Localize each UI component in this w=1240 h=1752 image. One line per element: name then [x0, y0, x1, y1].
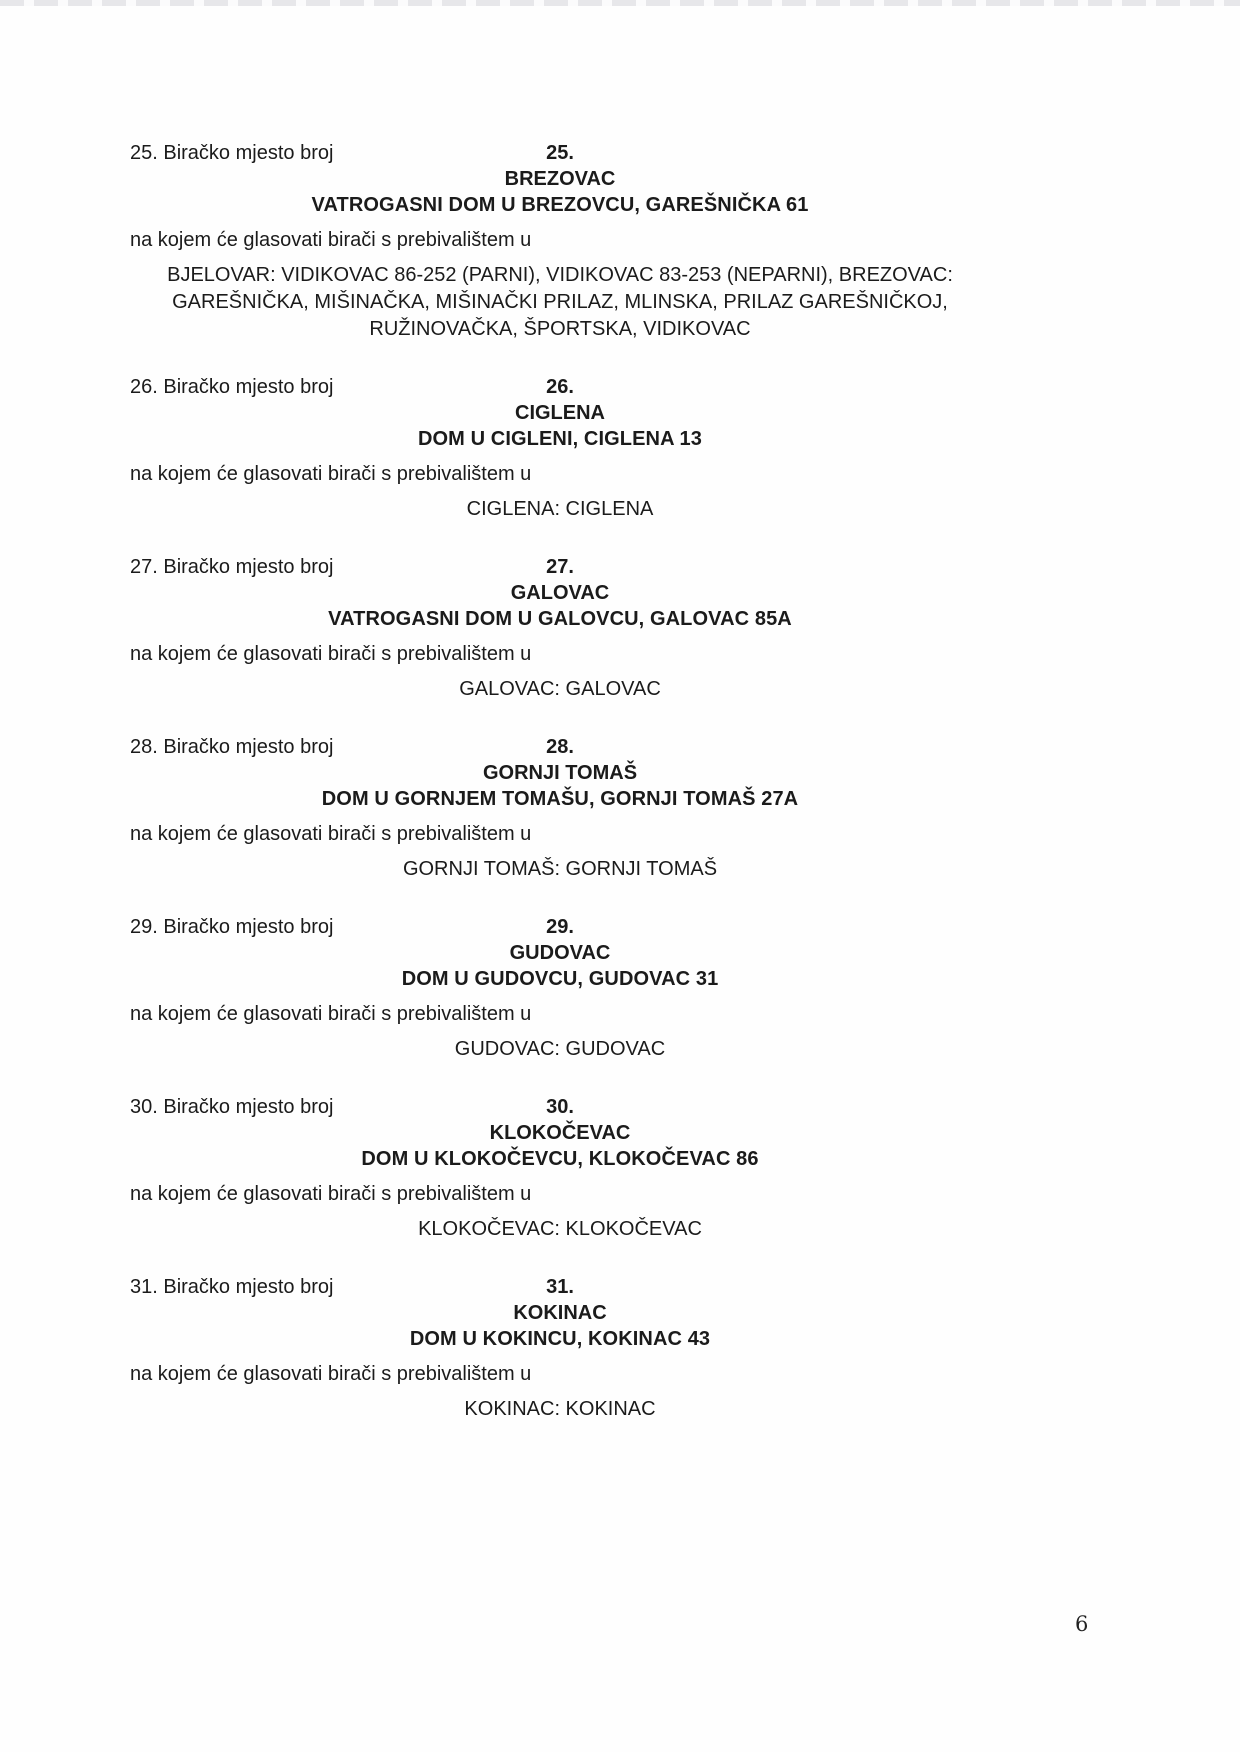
station-venue: DOM U GUDOVCU, GUDOVAC 31	[401, 968, 719, 990]
station-localities: GALOVAC: GALOVAC	[459, 678, 661, 700]
station-name: GORNJI TOMAŠ	[482, 762, 638, 784]
station-header-row	[130, 374, 990, 400]
polling-station-section-28	[130, 734, 990, 883]
station-name: KLOKOČEVAC	[489, 1122, 631, 1144]
scan-artifact-strip	[0, 0, 1240, 6]
station-venue: VATROGASNI DOM U BREZOVCU, GAREŠNIČKA 61	[311, 194, 809, 216]
station-venue: VATROGASNI DOM U GALOVCU, GALOVAC 85A	[328, 608, 792, 630]
station-localities: KOKINAC: KOKINAC	[464, 1398, 656, 1420]
station-number: 31.	[546, 1276, 574, 1298]
station-name: CIGLENA	[515, 402, 605, 424]
station-name: BREZOVAC	[504, 168, 616, 190]
voters-intro-line: na kojem će glasovati birači s prebivalištem u	[130, 229, 532, 251]
station-number: 29.	[546, 916, 574, 938]
station-left-label: 31. Biračko mjesto broj	[130, 1276, 334, 1298]
station-left-label: 29. Biračko mjesto broj	[130, 916, 334, 938]
station-header-row	[130, 734, 990, 760]
station-header-row	[130, 140, 990, 166]
station-number: 30.	[546, 1096, 574, 1118]
voters-intro-line: na kojem će glasovati birači s prebivalištem u	[130, 1003, 532, 1025]
station-venue: DOM U CIGLENI, CIGLENA 13	[417, 428, 702, 450]
voters-intro-line: na kojem će glasovati birači s prebivalištem u	[130, 643, 532, 665]
station-number: 26.	[546, 376, 574, 398]
station-header-row	[130, 1274, 990, 1300]
station-number: 27.	[546, 556, 574, 578]
station-header-row	[130, 554, 990, 580]
polling-station-section-25	[130, 140, 990, 343]
voters-intro-line: na kojem će glasovati birači s prebivalištem u	[130, 463, 532, 485]
station-left-label: 26. Biračko mjesto broj	[130, 376, 334, 398]
station-localities: CIGLENA: CIGLENA	[466, 498, 654, 520]
voters-intro-line: na kojem će glasovati birači s prebivalištem u	[130, 823, 532, 845]
polling-station-section-31	[130, 1274, 990, 1423]
page-number: 6	[1075, 1612, 1089, 1636]
polling-station-section-29	[130, 914, 990, 1063]
station-number: 28.	[546, 736, 574, 758]
station-localities: GORNJI TOMAŠ: GORNJI TOMAŠ	[402, 858, 718, 880]
station-left-label: 28. Biračko mjesto broj	[130, 736, 334, 758]
polling-station-section-26	[130, 374, 990, 523]
station-name: KOKINAC	[513, 1302, 607, 1324]
station-header-row	[130, 1094, 990, 1120]
station-venue: DOM U KOKINCU, KOKINAC 43	[409, 1328, 711, 1350]
station-venue: DOM U GORNJEM TOMAŠU, GORNJI TOMAŠ 27A	[321, 788, 799, 810]
station-name: GUDOVAC	[509, 942, 611, 964]
voters-intro-line: na kojem će glasovati birači s prebivalištem u	[130, 1183, 532, 1205]
station-localities: KLOKOČEVAC: KLOKOČEVAC	[418, 1218, 702, 1240]
station-name: GALOVAC	[510, 582, 610, 604]
station-left-label: 30. Biračko mjesto broj	[130, 1096, 334, 1118]
station-number: 25.	[546, 142, 574, 164]
station-left-label: 27. Biračko mjesto broj	[130, 556, 334, 578]
polling-station-section-27	[130, 554, 990, 703]
station-header-row	[130, 914, 990, 940]
station-venue: DOM U KLOKOČEVCU, KLOKOČEVAC 86	[361, 1148, 759, 1170]
station-left-label: 25. Biračko mjesto broj	[130, 142, 334, 164]
station-localities: GUDOVAC: GUDOVAC	[454, 1038, 666, 1060]
station-localities: BJELOVAR: VIDIKOVAC 86-252 (PARNI), VIDIKOVAC 83-253 (NEPARNI), BREZOVAC: GAREŠNIČKA, MIŠINAČKA, MIŠINAČKI PRILAZ, MLINSKA, PRILAZ GAREŠNIČKOJ, RUŽINOVAČKA, ŠPORTSKA, VIDIKOVAC	[167, 264, 953, 340]
polling-station-section-30	[130, 1094, 990, 1243]
document-body	[130, 140, 990, 1454]
voters-intro-line: na kojem će glasovati birači s prebivalištem u	[130, 1363, 532, 1385]
